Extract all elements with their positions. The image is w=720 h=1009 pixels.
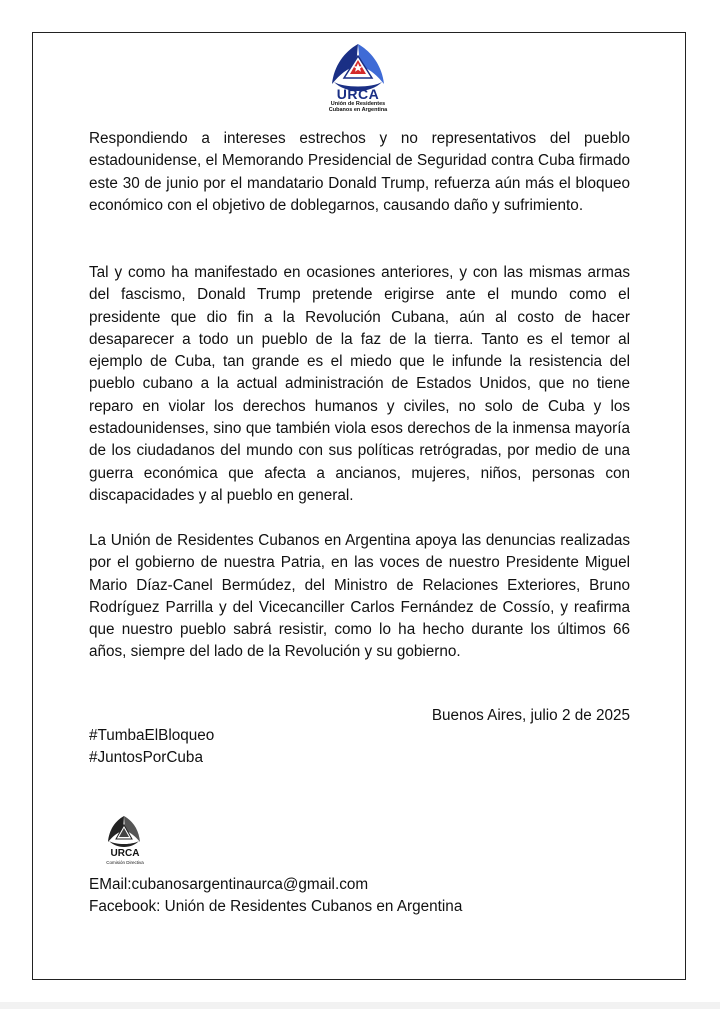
signature-logo-icon [100, 814, 148, 850]
email-line: EMail:cubanosargentinaurca@gmail.com [89, 876, 369, 893]
paragraph-1: Respondiendo a intereses estrechos y no representativos del pueblo estadounidense, el Memorando Presidencial de Seguridad contra Cuba firmado este 30 de junio por el mandatario Donald Trump, refuerza aún más el bloqueo económico con el objetivo de doblegarnos, causando daño y sufrimiento. [89, 130, 630, 214]
hashtag-tumba-el-bloqueo: #TumbaElBloqueo [89, 727, 215, 744]
hashtag-juntos-por-cuba: #JuntosPorCuba [89, 749, 203, 766]
paragraph-2: Tal y como ha manifestado en ocasiones anteriores, y con las mismas armas del fascismo, Donald Trump pretende erigirse ante el mundo como el presidente que dio fin a la Revolución Cubana, aún al costo de hacer desaparecer a todo un pueblo de la faz de la tierra. Tanto es el temor al ejemplo de Cuba, tan grande es el miedo que le infunde la resistencia del pueblo cubano a la actual administración de Estados Unidos, que no tiene reparo en violar los derechos humanos y civiles, no solo de Cuba y los estadounidenses, sino que también viola esos derechos de la inmensa mayoría de los ciudadanos del mundo con sus políticas retrógradas, por medio de una guerra económica que afecta a ancianos, mujeres, niños, personas con discapacidades y al pueblo en general. [89, 264, 630, 504]
facebook-line: Facebook: Unión de Residentes Cubanos en Argentina [89, 898, 463, 915]
logo-subtitle-line2: Cubanos en Argentina [328, 107, 388, 113]
date-line: Buenos Aires, julio 2 de 2025 [431, 707, 630, 724]
paragraph-3: La Unión de Residentes Cubanos en Argentina apoya las denuncias realizadas por el gobierno de nuestra Patria, en las voces de nuestro Presidente Miguel Mario Díaz-Canel Bermúdez, del Ministro de Relaciones Exteriores, Bruno Rodríguez Parrilla y del Vicecanciller Carlos Fernández de Cossío, y reafirma que nuestro pueblo sabrá resistir, como lo ha hecho durante los últimos 66 años, siempre del lado de la Revolución y su gobierno. [89, 532, 630, 661]
logo-subtitle-line1: Unión de Residentes [330, 101, 386, 107]
logo-name: URCA [336, 86, 380, 102]
signature-logo-name: URCA [110, 848, 140, 859]
signature-logo-subtitle: Comisión Directiva [106, 860, 144, 865]
